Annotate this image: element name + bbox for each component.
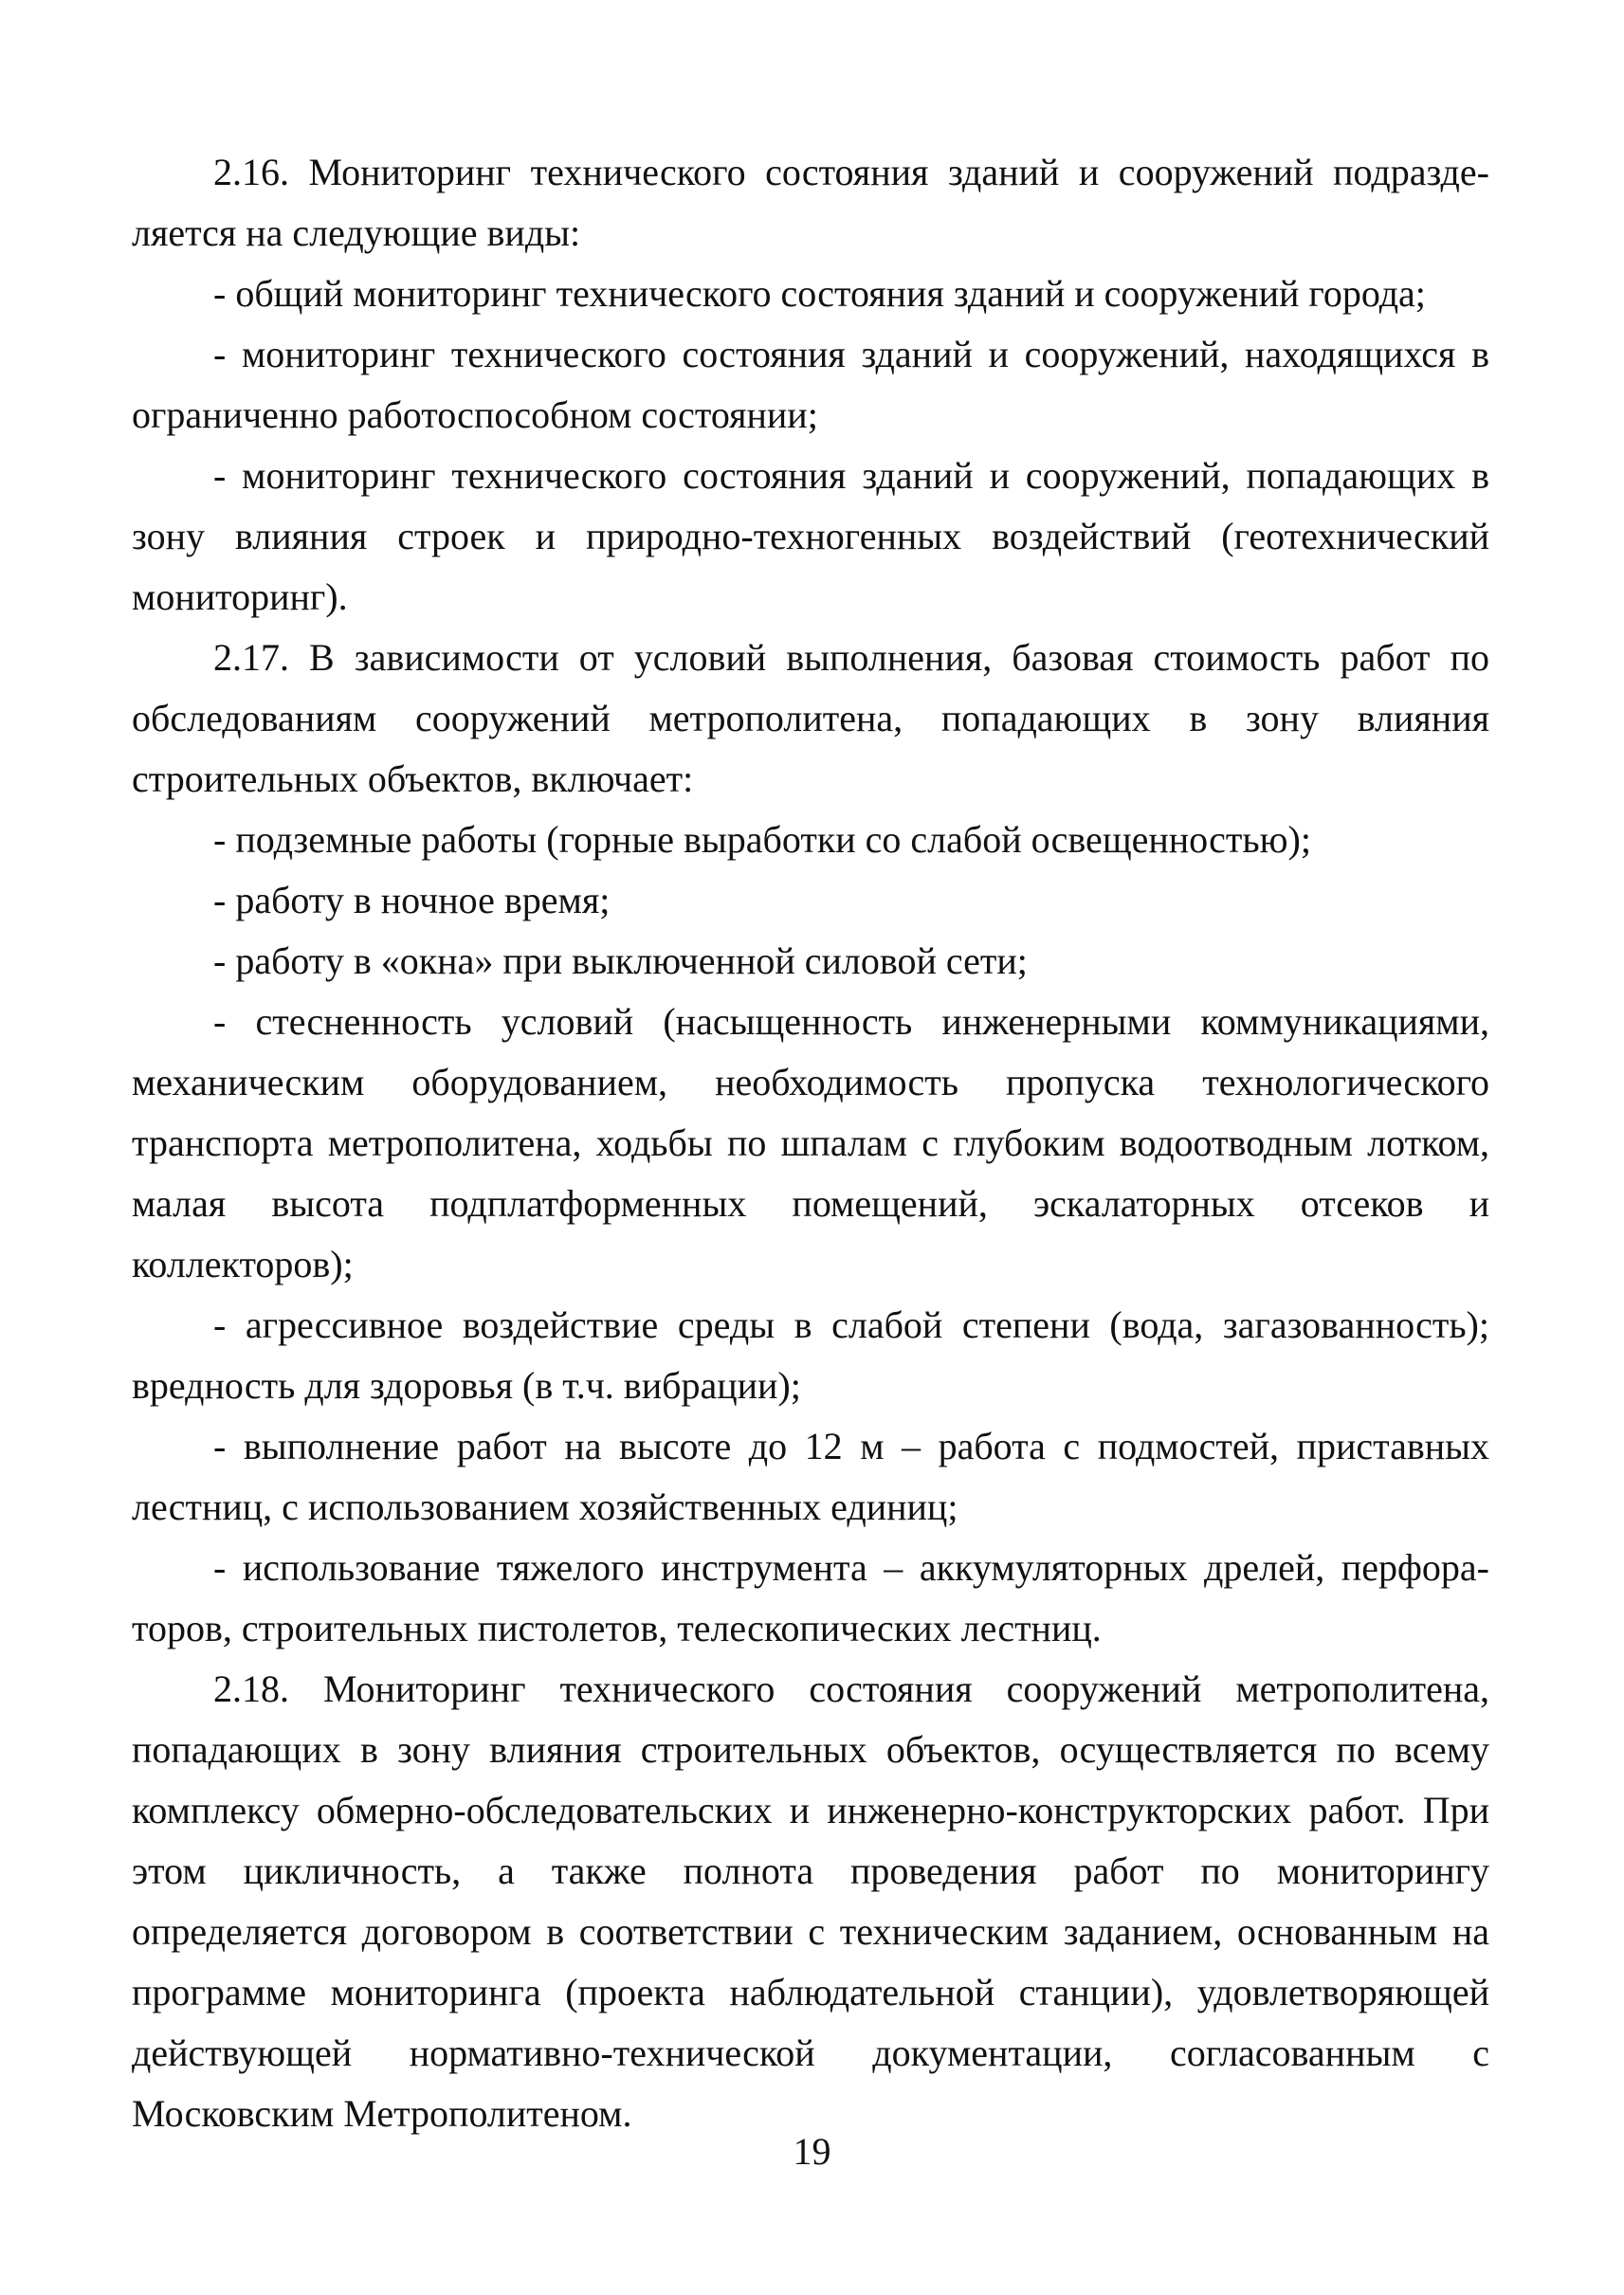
paragraph-2-17: 2.17. В зависимости от условий выполнения, базовая стоимость работ по обследованиям сооружений метрополитена, попадающих в зону влияния строительных объектов, включает: (132, 636, 1489, 800)
list-item-night-work: - работу в ночное время; (213, 879, 611, 921)
list-item-geotechnical-monitoring: - мониторинг технического состояния зданий и сооружений, попадающих в зону влияния строек и природно-техногенных воздействий (геотехнический мониторинг). (132, 454, 1489, 618)
page-number: 19 (793, 2130, 831, 2173)
document-body (132, 142, 1489, 2144)
paragraph-2-16: 2.16. Мониторинг технического состояния зданий и сооружений подразделяется на следующие виды: (132, 151, 1489, 254)
paragraph-2-18: 2.18. Мониторинг технического состояния сооружений метрополитена, попадающих в зону влияния строительных объектов, осуществляется по всему комплексу обмерно-обследовательских и инженерно-конструкторских работ. При этом цикличность, а также полнота проведения работ по мониторингу определяется договором в соответствии с техническим заданием, основанным на программе мониторинга (проекта наблюдательной станции), удовлетворяющей действующей нормативно-технической документации, согласованным с Московским Метрополитеном. (132, 1667, 1489, 2135)
list-item-window-work: - работу в «окна» при выключенной силовой сети; (213, 939, 1028, 982)
list-item-aggressive-environment: - агрессивное воздействие среды в слабой степени (вода, загазованность); вредность для здоровья (в т.ч. вибрации); (132, 1303, 1489, 1407)
list-item-heavy-tools: - использование тяжелого инструмента – аккумуляторных дрелей, перфораторов, строительных пистолетов, телескопических лестниц. (132, 1546, 1489, 1649)
list-item-constrained-conditions: - стесненность условий (насыщенность инженерными коммуникациями, механическим оборудованием, необходимость пропуска технологического транспорта метрополитена, ходьбы по шпалам с глубоким водоотводным лотком, малая высота подплатформенных помещений, эскалаторных отсеков и коллекторов); (132, 1000, 1489, 1285)
list-item-general-monitoring: - общий мониторинг технического состояния зданий и сооружений города; (213, 272, 1426, 315)
list-item-limited-condition-monitoring: - мониторинг технического состояния зданий и сооружений, находящихся в ограниченно работоспособном состоянии; (132, 333, 1489, 436)
list-item-underground-works: - подземные работы (горные выработки со слабой освещенностью); (213, 818, 1311, 861)
list-item-height-work: - выполнение работ на высоте до 12 м – работа с подмостей, приставных лестниц, с использованием хозяйственных единиц; (132, 1425, 1489, 1528)
